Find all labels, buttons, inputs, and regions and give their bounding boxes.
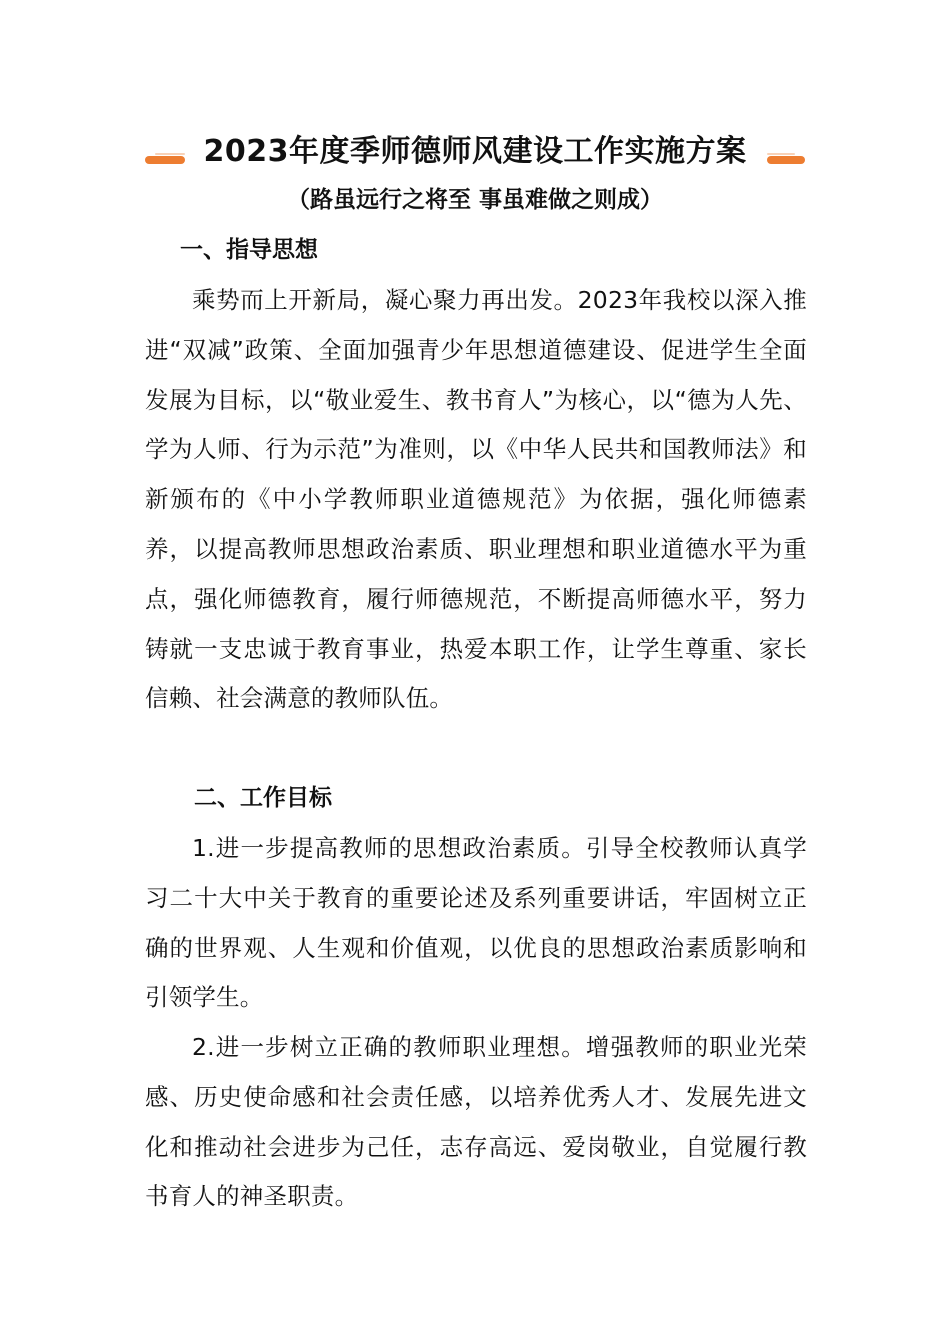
document-title: 2023年度季师德师风建设工作实施方案 bbox=[203, 134, 747, 169]
title-right-decoration bbox=[767, 156, 805, 164]
document-subtitle: （路虽远行之将至 事虽难做之则成） bbox=[286, 187, 663, 213]
paragraph-goal-1: 1.进一步提高教师的思想政治素质。引导全校教师认真学习二十大中关于教育的重要论述及系列重要讲话，牢固树立正确的世界观、人生观和价值观，以优良的思想政治素质影响和引领学生。 bbox=[145, 834, 807, 1012]
paragraph-goal-2: 2.进一步树立正确的教师职业理想。增强教师的职业光荣感、历史使命感和社会责任感，以培养优秀人才、发展先进文化和推动社会进步为己任，志存高远、爱岗敬业，自觉履行教书育人的神圣职责。 bbox=[145, 1033, 807, 1211]
paragraph-guiding-ideology: 乘势而上开新局，凝心聚力再出发。2023年我校以深入推进“双减”政策、全面加强青少年思想道德建设、促进学生全面发展为目标，以“敬业爱生、教书育人”为核心，以“德为人先、学为人师、行为示范”为准则，以《中华人民共和国教师法》和新颁布的《中小学教师职业道德规范》为依据，强化师德素养，以提高教师思想政治素质、职业理想和职业道德水平为重点，强化师德教育，履行师德规范，不断提高师德水平，努力铸就一支忠诚于教育事业，热爱本职工作，让学生尊重、家长信赖、社会满意的教师队伍。 bbox=[145, 286, 807, 713]
title-row bbox=[140, 130, 810, 174]
section-heading-work-goals: 二、工作目标 bbox=[194, 785, 332, 811]
section-heading-guiding-ideology: 一、指导思想 bbox=[180, 237, 318, 263]
